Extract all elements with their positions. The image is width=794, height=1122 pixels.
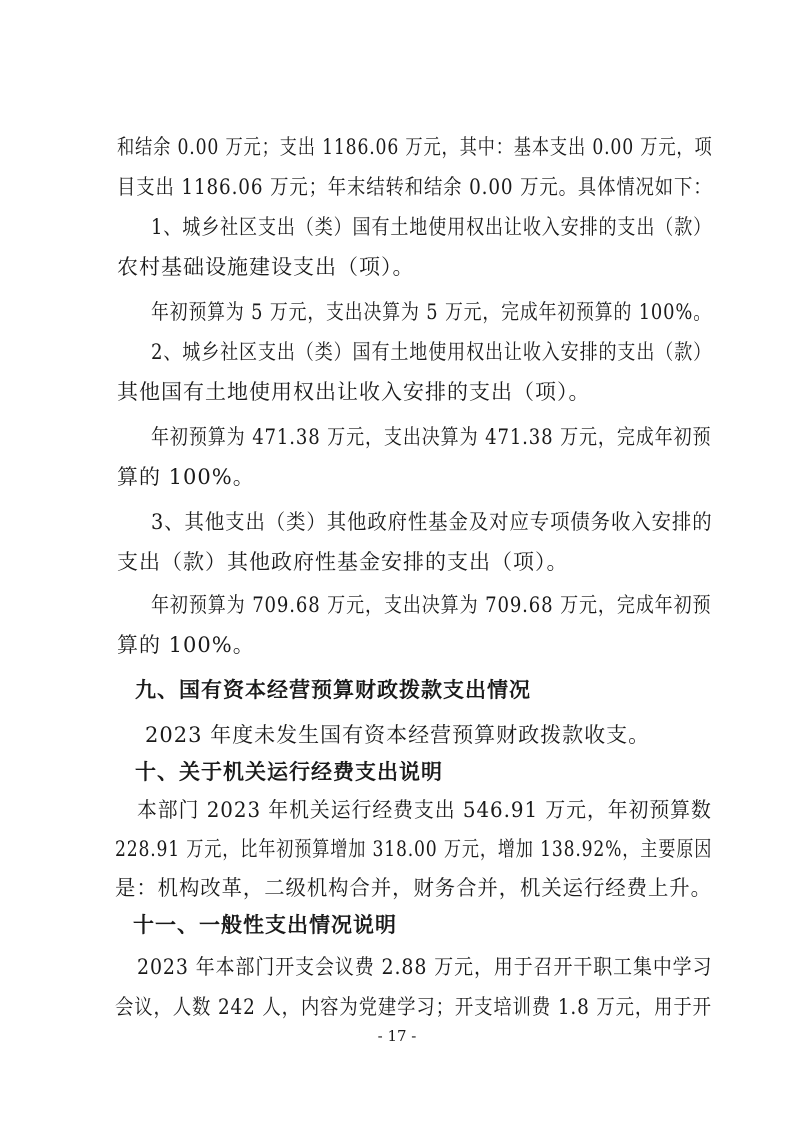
paragraph-line: 年初预算为 709.68 万元，支出决算为 709.68 万元，完成年初预 [151, 593, 712, 617]
paragraph-line: 2023 年本部门开支会议费 2.88 万元，用于召开干职工集中学习 [137, 955, 713, 979]
paragraph-line: 1、城乡社区支出（类）国有土地使用权出让收入安排的支出（款） [151, 215, 713, 239]
page-number: - 17 - [377, 1027, 417, 1045]
paragraph-line: 228.91 万元，比年初预算增加 318.00 万元，增加 138.92%，主要原因 [115, 837, 713, 861]
paragraph-line: 年初预算为 471.38 万元，支出决算为 471.38 万元，完成年初预 [151, 425, 712, 449]
paragraph-line: 支出（款）其他政府性基金安排的支出（项）。 [117, 550, 569, 574]
paragraph-line: 3、其他支出（类）其他政府性基金及对应专项债务收入安排的 [151, 510, 713, 534]
section-heading-ten: 十、关于机关运行经费支出说明 [135, 759, 443, 784]
paragraph-line: 和结余 0.00 万元；支出 1186.06 万元，其中：基本支出 0.00 万元，项 [117, 135, 713, 159]
section-heading-nine: 九、国有资本经营预算财政拨款支出情况 [135, 677, 531, 702]
paragraph-line: 农村基础设施建设支出（项）。 [117, 255, 415, 279]
paragraph-line: 2、城乡社区支出（类）国有土地使用权出让收入安排的支出（款） [151, 340, 713, 364]
section-heading-eleven: 十一、一般性支出情况说明 [133, 912, 397, 937]
paragraph-line: 2023 年度未发生国有资本经营预算财政拨款收支。 [145, 723, 651, 747]
paragraph-line: 年初预算为 5 万元，支出决算为 5 万元，完成年初预算的 100%。 [151, 300, 712, 324]
paragraph-line: 会议，人数 242 人，内容为党建学习；开支培训费 1.8 万元，用于开 [115, 995, 712, 1019]
paragraph-line: 目支出 1186.06 万元；年末结转和结余 0.00 万元。具体情况如下： [117, 175, 713, 199]
paragraph-line: 本部门 2023 年机关运行经费支出 546.91 万元，年初预算数 [137, 798, 712, 822]
paragraph-line: 其他国有土地使用权出让收入安排的支出（项）。 [117, 380, 591, 404]
paragraph-line: 算的 100%。 [117, 633, 255, 657]
paragraph-line: 是：机构改革，二级机构合并，财务合并，机关运行经费上升。 [115, 876, 712, 900]
paragraph-line: 算的 100%。 [117, 465, 255, 489]
